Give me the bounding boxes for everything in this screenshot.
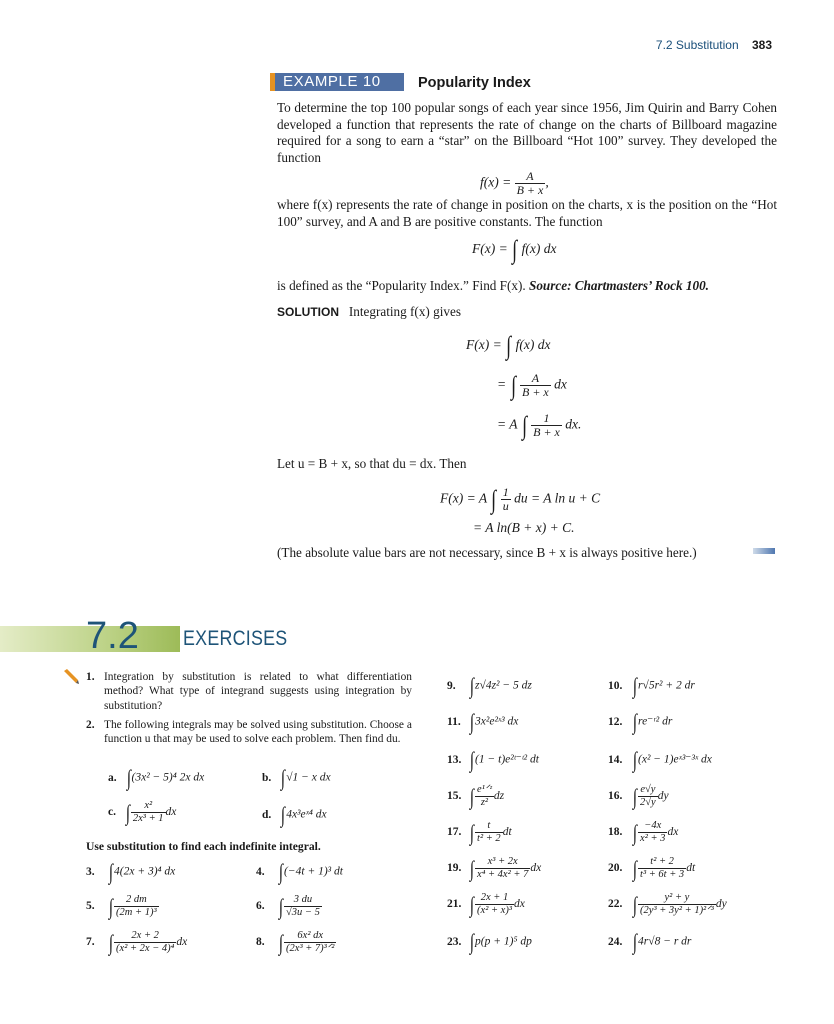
sol2-num: A <box>531 371 540 385</box>
solution-label: SOLUTION <box>277 305 339 319</box>
integral-sign: ∫ <box>506 331 512 360</box>
frac-den: x⁴ + 4x² + 7 <box>477 869 529 880</box>
exercise-label: 9. <box>447 679 456 692</box>
integral-expr: (x² − 1)eˣ³⁻³ˣ dx <box>638 753 712 766</box>
exercise-23 <box>447 929 532 954</box>
solution-line-1 <box>466 331 551 360</box>
exercise-3 <box>86 859 176 884</box>
integral-expr: re⁻ʳ² dr <box>638 715 673 728</box>
frac-den: (x² + 2x − 4)⁴ <box>116 943 175 954</box>
exercise-label: 5. <box>86 900 95 913</box>
integral-tail: dt <box>686 862 696 875</box>
integral-sign: ∫ <box>278 929 284 955</box>
exercise-label: 24. <box>608 935 623 948</box>
exercise-label: d. <box>262 808 272 821</box>
exercise-14 <box>608 747 712 772</box>
integral-sign: ∫ <box>469 891 475 917</box>
integral-expr: (3x² − 5)⁴ 2x dx <box>131 771 205 784</box>
sol3-num: 1 <box>543 411 550 425</box>
exercise-24 <box>608 929 692 954</box>
integral-tail: dy <box>657 790 669 803</box>
frac-num: x² <box>144 800 153 811</box>
exercise-20 <box>608 856 695 881</box>
integral-expr: (1 − t)e²ᵗ⁻ᵗ² dt <box>475 753 539 766</box>
integral-sign: ∫ <box>108 929 114 955</box>
exercise-label: 6. <box>256 900 265 913</box>
let-paragraph: Let u = B + x, so that du = dx. Then <box>277 456 467 471</box>
equation-f <box>480 170 549 197</box>
section-title: EXERCISES <box>183 627 288 650</box>
exercise-4 <box>256 859 343 884</box>
exercise-2b <box>262 765 331 790</box>
frac-num: x³ + 2x <box>487 856 518 867</box>
integral-sign: ∫ <box>469 673 475 698</box>
exercise-label: 14. <box>608 753 623 766</box>
integral-sign: ∫ <box>632 709 638 734</box>
exercise-2a <box>108 765 205 790</box>
exercise-17 <box>447 820 512 845</box>
sol2-den: B + x <box>522 385 549 399</box>
exercise-1 <box>86 670 412 713</box>
solution-line-2 <box>497 372 567 399</box>
page-number: 383 <box>751 38 772 52</box>
integral-expr: 3x²e²ˣ³ dx <box>475 715 519 728</box>
exercise-label: 19. <box>447 862 462 875</box>
eq1-den: B + x <box>516 183 544 197</box>
exercise-number: 1. <box>86 671 95 683</box>
frac-den: t² + 2 <box>477 833 501 844</box>
exercise-label: 22. <box>608 898 623 911</box>
example-intro: To determine the top 100 popular songs of each year since 1956, Jim Quirin and Barry Cohen developed a function that represents the rate of change on the charts of Billboard magazine required for a song to earn a “star” on the Billboard “Hot 100” survey. They developed the function <box>277 100 777 166</box>
integral-sign: ∫ <box>510 370 516 400</box>
sol2-tail: dx <box>554 376 567 392</box>
integral-sign: ∫ <box>469 709 475 734</box>
sol2-lhs: = <box>497 376 507 392</box>
integral-expr: z√4z² − 5 dz <box>475 679 532 692</box>
exercise-label: 3. <box>86 865 95 878</box>
integral-sign: ∫ <box>632 783 638 809</box>
solution-text: Integrating f(x) gives <box>348 304 461 319</box>
exercise-label: 4. <box>256 865 265 878</box>
integral-sign: ∫ <box>469 747 475 772</box>
integral-tail: dx <box>667 826 679 839</box>
integral-sign: ∫ <box>521 410 527 440</box>
frac-den: 2√y <box>640 797 656 808</box>
integral-expr: 4r√8 − r dr <box>638 935 692 948</box>
frac-den: x² + 3 <box>640 833 666 844</box>
sol4-den: u <box>502 499 509 513</box>
frac-num: 3 du <box>293 894 313 905</box>
section-number: 7.2 <box>86 615 139 657</box>
eq2-lhs: F(x) = <box>472 241 508 257</box>
exercise-label: 17. <box>447 826 462 839</box>
sol1-rhs: f(x) dx <box>515 337 551 353</box>
integral-expr: p(p + 1)⁵ dp <box>475 935 532 948</box>
eq2-rhs: f(x) dx <box>521 241 557 257</box>
exercise-8 <box>256 930 336 955</box>
sol3-tail: dx. <box>565 416 582 432</box>
example-end-marker <box>753 548 775 554</box>
frac-den: (2m + 1)³ <box>116 907 157 918</box>
frac-den: (x² + x)³ <box>477 905 512 916</box>
example-label: EXAMPLE 10 <box>283 73 381 90</box>
equation-F <box>472 235 557 264</box>
exercise-label: 12. <box>608 715 623 728</box>
sol4-tail: du = A ln u + C <box>514 490 601 506</box>
frac-den: 2x³ + 1 <box>132 813 164 824</box>
frac-num: e¹ᐟᶻ <box>477 784 492 795</box>
integral-tail: dx <box>176 936 188 949</box>
exercise-7 <box>86 930 187 955</box>
frac-num: t <box>487 820 491 831</box>
exercise-6 <box>256 894 322 919</box>
eq1-lhs: f(x) = <box>480 174 512 190</box>
frac-num: 2x + 1 <box>480 892 509 903</box>
frac-num: e√y <box>640 784 656 795</box>
exercise-label: 18. <box>608 826 623 839</box>
integral-sign: ∫ <box>632 673 638 698</box>
frac-num: 2 dm <box>125 894 147 905</box>
exercise-18 <box>608 820 678 845</box>
exercise-label: 16. <box>608 790 623 803</box>
frac-num: t² + 2 <box>650 856 674 867</box>
exercise-11 <box>447 709 519 734</box>
frac-den: (2x³ + 7)³ᐟ² <box>286 943 335 954</box>
exercise-2 <box>86 718 412 747</box>
integral-tail: dx <box>165 806 177 819</box>
integral-sign: ∫ <box>281 802 286 827</box>
exercise-2d <box>262 802 327 827</box>
frac-num: y² + y <box>664 892 690 903</box>
frac-num: −4x <box>644 820 662 831</box>
integral-sign: ∫ <box>491 484 497 514</box>
exercise-label: a. <box>108 771 117 784</box>
integral-sign: ∫ <box>512 235 518 264</box>
integral-tail: dx <box>530 862 542 875</box>
exercise-12 <box>608 709 673 734</box>
integral-sign: ∫ <box>469 929 475 954</box>
exercise-label: b. <box>262 771 272 784</box>
integral-expr: r√5r² + 2 dr <box>638 679 695 692</box>
integral-sign: ∫ <box>469 783 475 809</box>
integral-sign: ∫ <box>108 893 114 919</box>
integral-expr: (−4t + 1)³ dt <box>284 865 343 878</box>
integral-expr: √1 − x dx <box>286 771 331 784</box>
integral-expr: 4(2x + 3)⁴ dx <box>114 865 176 878</box>
defined-paragraph <box>277 278 777 295</box>
solution-line-5: = A ln(B + x) + C. <box>473 520 575 535</box>
solution-line-4 <box>440 486 600 513</box>
defined-text: is defined as the “Popularity Index.” Find F(x). <box>277 278 526 293</box>
exercise-21 <box>447 892 525 917</box>
exercise-label: 20. <box>608 862 623 875</box>
integral-sign: ∫ <box>108 859 114 884</box>
exercise-15 <box>447 784 504 809</box>
frac-den: t³ + 6t + 3 <box>640 869 685 880</box>
integral-tail: dx <box>513 898 525 911</box>
eq1-num: A <box>526 169 534 183</box>
sol3-den: B + x <box>533 425 560 439</box>
exercise-label: 8. <box>256 936 265 949</box>
exercise-text: Integration by substitution is related to what differentiation method? What type of integrand suggests using integration by substitution? <box>104 671 412 712</box>
integral-sign: ∫ <box>469 855 475 881</box>
integral-tail: dz <box>493 790 505 803</box>
source-citation: Source: Chartmasters’ Rock 100. <box>528 278 709 293</box>
integral-sign: ∫ <box>126 765 131 790</box>
integral-sign: ∫ <box>632 747 638 772</box>
frac-den: √3u − 5 <box>286 907 320 918</box>
exercise-label: 7. <box>86 936 95 949</box>
exercise-22 <box>608 892 727 917</box>
running-header <box>656 38 772 52</box>
integral-sign: ∫ <box>469 819 475 845</box>
exercise-label: 21. <box>447 898 462 911</box>
integral-sign: ∫ <box>632 819 638 845</box>
exercise-number: 2. <box>86 719 95 731</box>
integral-tail: dy <box>715 898 727 911</box>
integral-sign: ∫ <box>125 799 130 825</box>
sol1-lhs: F(x) = <box>466 337 502 353</box>
integral-sign: ∫ <box>632 855 638 881</box>
example-title: Popularity Index <box>418 75 531 91</box>
where-paragraph: where f(x) represents the rate of change in position on the charts, x is the position on the “Hot 100” survey, and A and B are positive constants. The function <box>277 197 777 229</box>
instructions: Use substitution to find each indefinite integral. <box>86 840 321 853</box>
exercise-label: 10. <box>608 679 623 692</box>
exercise-16 <box>608 784 669 809</box>
sol3-lhs: = A <box>497 416 518 432</box>
integral-sign: ∫ <box>281 765 286 790</box>
exercise-9 <box>447 673 532 698</box>
exercise-19 <box>447 856 541 881</box>
exercise-label: 13. <box>447 753 462 766</box>
solution-line-3 <box>497 412 581 439</box>
frac-den: z² <box>475 796 494 809</box>
exercise-10 <box>608 673 695 698</box>
integral-tail: dt <box>502 826 512 839</box>
eq1-tail: , <box>545 174 549 190</box>
section-running-title: 7.2 Substitution <box>655 38 739 52</box>
absolute-value-note: (The absolute value bars are not necessary, since B + x is always positive here.) <box>277 545 697 560</box>
pencil-icon <box>62 668 80 686</box>
exercise-2c <box>108 800 176 825</box>
integral-expr: 4x³eˣ⁴ dx <box>286 808 327 821</box>
sol4-num: 1 <box>502 485 509 499</box>
integral-sign: ∫ <box>632 891 638 917</box>
exercise-text: The following integrals may be solved using substitution. Choose a function u that may be used to solve each problem. Then find du. <box>104 719 412 746</box>
exercise-label: 11. <box>447 715 461 728</box>
sol4-lhs: F(x) = A <box>440 490 487 506</box>
frac-den: (2y³ + 3y² + 1)²ᐟ³ <box>640 905 714 916</box>
exercise-13 <box>447 747 539 772</box>
frac-num: 2x + 2 <box>131 930 159 941</box>
exercise-label: 15. <box>447 790 462 803</box>
frac-num: 6x² dx <box>297 930 324 941</box>
exercise-label: c. <box>108 806 116 819</box>
integral-sign: ∫ <box>632 929 638 954</box>
integral-sign: ∫ <box>278 859 284 884</box>
integral-sign: ∫ <box>278 893 284 919</box>
exercise-5 <box>86 894 159 919</box>
solution-intro <box>277 304 777 321</box>
exercise-label: 23. <box>447 935 462 948</box>
